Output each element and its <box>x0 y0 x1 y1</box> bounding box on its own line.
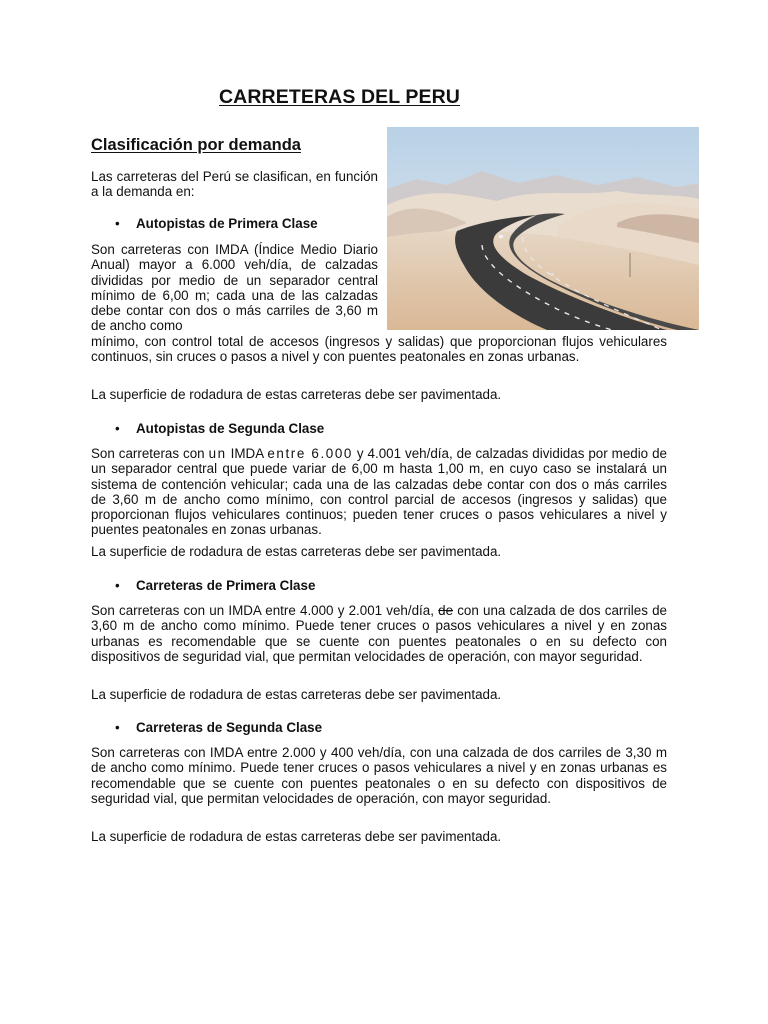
bullet-icon: • <box>115 720 120 735</box>
body-text: entre 6.000 <box>267 446 353 461</box>
paved-note: La superficie de rodadura de estas carreteras debe ser pavimentada. <box>91 544 502 559</box>
class-body-carreteras-primera <box>91 603 667 664</box>
bullet-icon: • <box>115 421 120 436</box>
struck-text: de <box>438 603 454 618</box>
highway-desert-photo <box>387 127 699 330</box>
class-heading-carreteras-segunda <box>115 720 322 735</box>
class-heading-autopistas-primera <box>115 216 318 231</box>
paved-note: La superficie de rodadura de estas carreteras debe ser pavimentada. <box>91 829 502 844</box>
paved-note: La superficie de rodadura de estas carreteras debe ser pavimentada. <box>91 687 502 702</box>
body-text: un <box>208 446 227 461</box>
body-text: y 4.001 veh/día, de calzadas divididas por medio de un separador central que puede variar de 6,00 m hasta 1,00 m, en cuyo caso se instalará un sistema de contención vehicular; cada una de las calzadas debe contar con dos o más carriles de 3,60 m de ancho como mínimo, con control parcial de accesos (ingresos y salidas) que proporcionan flujos vehiculares continuos; pueden tener cruces o pasos vehiculares a nivel y puentes peatonales en zonas urbanas. <box>91 446 667 538</box>
class-body-carreteras-segunda: Son carreteras con IMDA entre 2.000 y 400 veh/día, con una calzada de dos carriles de 3,30 m de ancho como mínimo. Puede tener cruces o pasos vehiculares a nivel y en zonas urbanas es recomendable que se cuente con puentes peatonales o en su defecto con dispositivos de seguridad vial, que permitan velocidades de operación, con mayor seguridad. <box>91 745 667 806</box>
body-text: Son carreteras con <box>91 446 209 461</box>
bullet-icon: • <box>115 216 120 231</box>
class-heading-carreteras-primera <box>115 578 315 593</box>
bullet-icon: • <box>115 578 120 593</box>
body-text: Son carreteras con un IMDA entre 4.000 y 2.001 veh/día, <box>91 603 439 618</box>
section-heading: Clasificación por demanda <box>91 136 301 154</box>
page-title: CARRETERAS DEL PERU <box>219 86 460 108</box>
class-heading-label: Autopistas de Primera Clase <box>136 216 318 231</box>
class-body-autopistas-primera-full: mínimo, con control total de accesos (ingresos y salidas) que proporcionan flujos vehiculares continuos, sin cruces o pasos a nivel y con puentes peatonales en zonas urbanas. <box>91 334 667 365</box>
body-text: con una calzada de dos carriles de 3,60 m de ancho como mínimo. Puede tener cruces o pasos vehiculares a nivel y en zonas urbanas es recomendable que se cuente con puentes peatonales o en su defecto con dispositivos de seguridad vial, que permitan velocidades de operación, con mayor seguridad. <box>91 603 667 664</box>
class-heading-autopistas-segunda <box>115 421 324 436</box>
class-heading-label: Carreteras de Primera Clase <box>136 578 316 593</box>
class-body-autopistas-primera-wrapped: Son carreteras con IMDA (Índice Medio Diario Anual) mayor a 6.000 veh/día, de calzadas divididas por medio de un separador central mínimo de 6,00 m; cada una de las calzadas debe contar con dos o más carriles de 3,60 m de ancho como <box>91 242 378 334</box>
class-heading-label: Carreteras de Segunda Clase <box>136 720 323 735</box>
highway-photo-icon <box>387 127 699 330</box>
class-heading-label: Autopistas de Segunda Clase <box>136 421 325 436</box>
intro-paragraph: Las carreteras del Perú se clasifican, en función a la demanda en: <box>91 169 378 200</box>
class-body-autopistas-segunda <box>91 446 667 538</box>
body-text: IMDA <box>226 446 268 461</box>
paved-note: La superficie de rodadura de estas carreteras debe ser pavimentada. <box>91 387 502 402</box>
